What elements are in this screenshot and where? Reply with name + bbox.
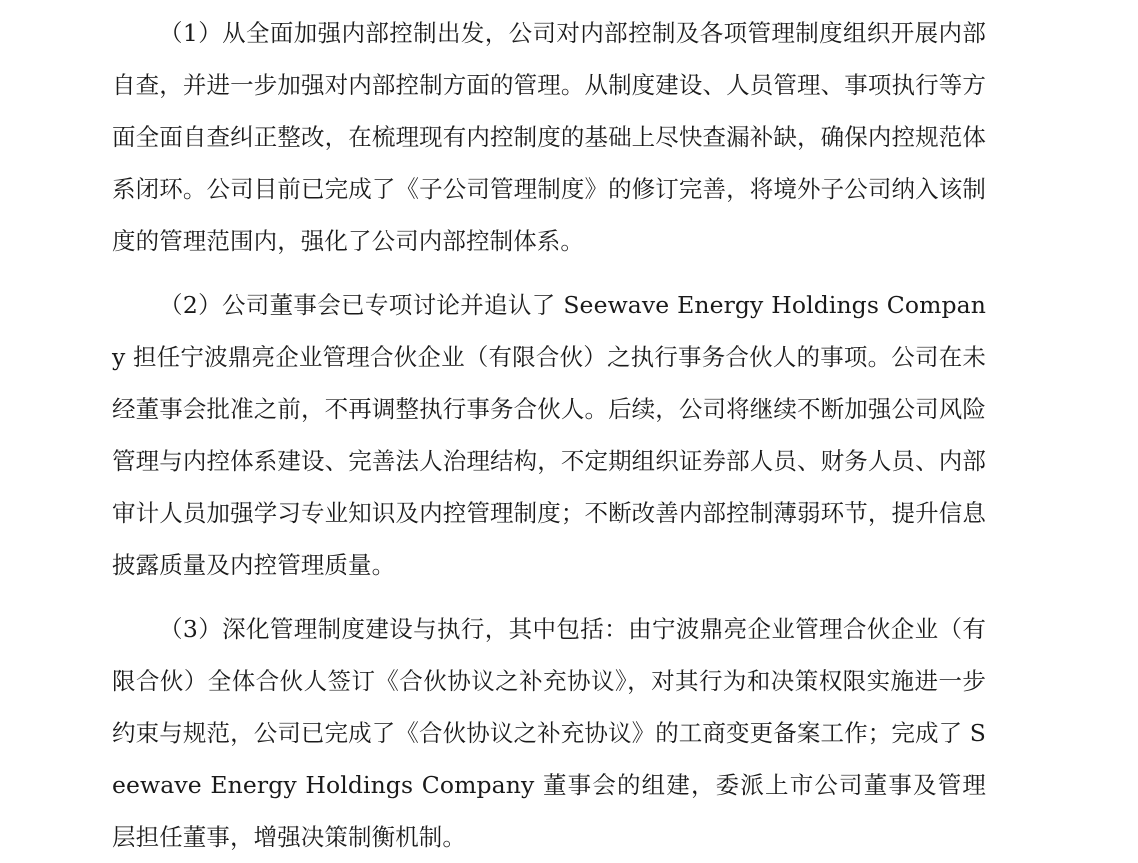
paragraph-board-ratification: （2）公司董事会已专项讨论并追认了 Seewave Energy Holdings Company 担任宁波鼎亮企业管理合伙企业（有限合伙）之执行事务合伙人的事项。公司在未经董事会批准之前，不再调整执行事务合伙人。后续，公司将继续不断加强公司风险管理与内控体系建设、完善法人治理结构，不定期组织证券部人员、财务人员、内部审计人员加强学习专业知识及内控管理制度；不断改善内部控制薄弱环节，提升信息披露质量及内控管理质量。 xyxy=(112,291,986,579)
document-body xyxy=(112,0,986,863)
paragraph-management-system-deepening: （3）深化管理制度建设与执行，其中包括：由宁波鼎亮企业管理合伙企业（有限合伙）全体合伙人签订《合伙协议之补充协议》，对其行为和决策权限实施进一步约束与规范，公司已完成了《合伙协议之补充协议》的工商变更备案工作；完成了 Seewave Energy Holdings Company 董事会的组建，委派上市公司董事及管理层担任董事，增强决策制衡机制。 xyxy=(112,615,986,851)
paragraph-internal-control-self-check: （1）从全面加强内部控制出发，公司对内部控制及各项管理制度组织开展内部自查，并进一步加强对内部控制方面的管理。从制度建设、人员管理、事项执行等方面全面自查纠正整改，在梳理现有内控制度的基础上尽快查漏补缺，确保内控规范体系闭环。公司目前已完成了《子公司管理制度》的修订完善，将境外子公司纳入该制度的管理范围内，强化了公司内部控制体系。 xyxy=(112,19,986,255)
